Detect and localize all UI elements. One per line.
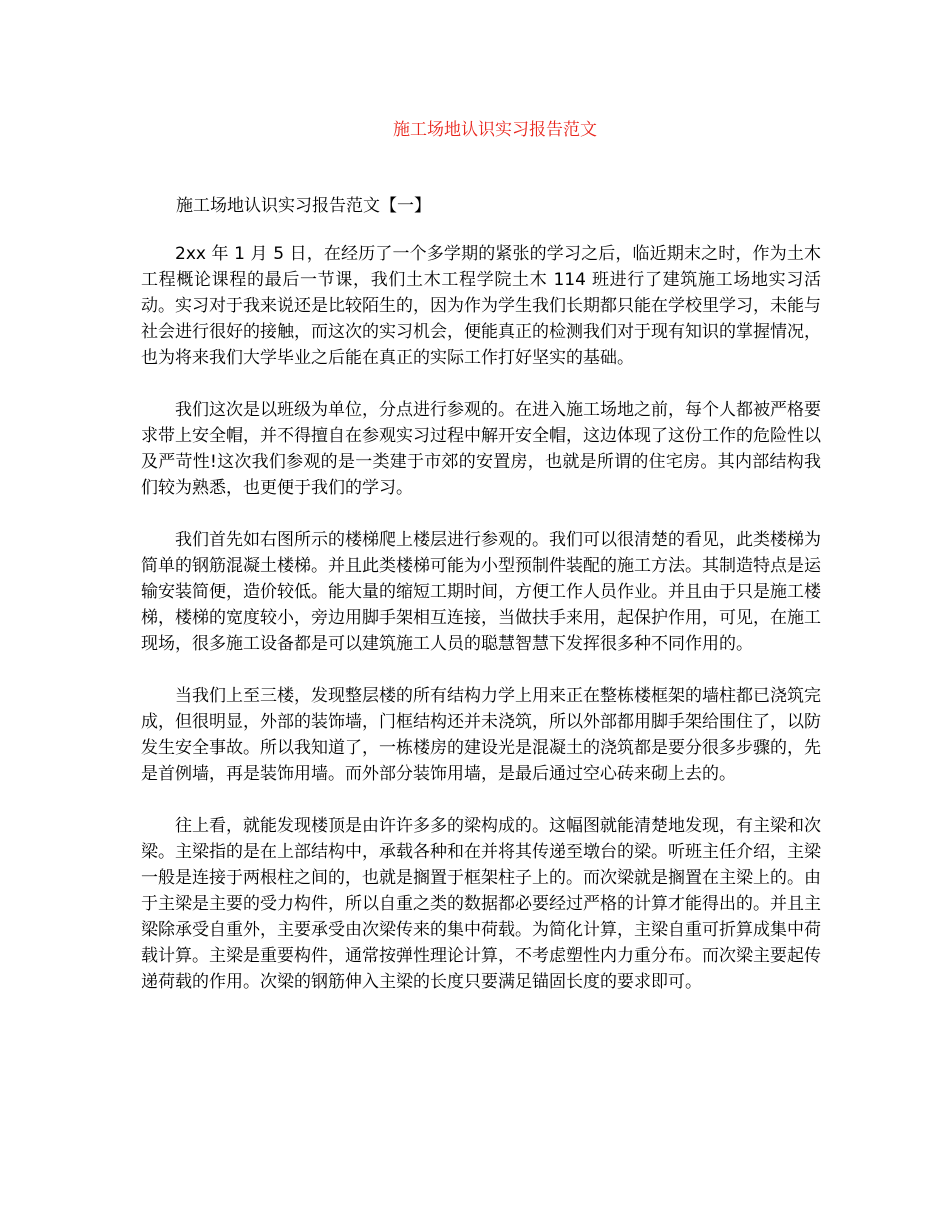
paragraph-4: 当我们上至三楼，发现整层楼的所有结构力学上用来正在整栋楼框架的墙柱都已浇筑完成，但很明显，外部的装饰墙，门框结构还并未浇筑，所以外部都用脚手架给围住了，以防发生安全事故。所以我知道了，一栋楼房的建设光是混凝土的浇筑都是要分很多步骤的，先是首例墙，再是装饰用墙。而外部分装饰用墙，是最后通过空心砖来砌上去的。 <box>141 686 821 784</box>
paragraph-2: 我们这次是以班级为单位，分点进行参观的。在进入施工场地之前，每个人都被严格要求带上安全帽，并不得擅自在参观实习过程中解开安全帽，这边体现了这份工作的危险性以及严苛性!这次我们参观的是一类建于市郊的安置房，也就是所谓的住宅房。其内部结构我们较为熟悉，也更便于我们的学习。 <box>141 400 821 498</box>
section-heading: 施工场地认识实习报告范文【一】 <box>176 196 431 216</box>
paragraph-1: 2xx 年 1 月 5 日，在经历了一个多学期的紧张的学习之后，临近期末之时，作为土木工程概论课程的最后一节课，我们土木工程学院土木 114 班进行了建筑施工场地实习活动。实习对于我来说还是比较陌生的，因为作为学生我们长期都只能在学校里学习，未能与社会进行很好的接触，而这次的实习机会，便能真正的检测我们对于现有知识的掌握情况，也为将来我们大学毕业之后能在真正的实际工作打好坚实的基础。 <box>141 244 821 368</box>
paragraph-5: 往上看，就能发现楼顶是由许许多多的梁构成的。这幅图就能清楚地发现，有主梁和次梁。主梁指的是在上部结构中，承载各种和在并将其传递至墩台的梁。听班主任介绍，主梁一般是连接于两根柱之间的，也就是搁置于框架柱子上的。而次梁就是搁置在主梁上的。由于主梁是主要的受力构件，所以自重之类的数据都必要经过严格的计算才能得出的。并且主梁除承受自重外，主要承受由次梁传来的集中荷载。为简化计算，主梁自重可折算成集中荷载计算。主梁是重要构件，通常按弹性理论计算，不考虑塑性内力重分布。而次梁主要起传递荷载的作用。次梁的钢筋伸入主梁的长度只要满足锚固长度的要求即可。 <box>141 816 821 992</box>
document-title: 施工场地认识实习报告范文 <box>393 120 597 140</box>
document-body <box>141 241 821 1021</box>
paragraph-3: 我们首先如右图所示的楼梯爬上楼层进行参观的。我们可以很清楚的看见，此类楼梯为简单的钢筋混凝土楼梯。并且此类楼梯可能为小型预制件装配的施工方法。其制造特点是运输安装简便，造价较低。能大量的缩短工期时间，方便工作人员作业。并且由于只是施工楼梯，楼梯的宽度较小，旁边用脚手架相互连接，当做扶手来用，起保护作用，可见，在施工现场，很多施工设备都是可以建筑施工人员的聪慧智慧下发挥很多种不同作用的。 <box>141 530 821 654</box>
